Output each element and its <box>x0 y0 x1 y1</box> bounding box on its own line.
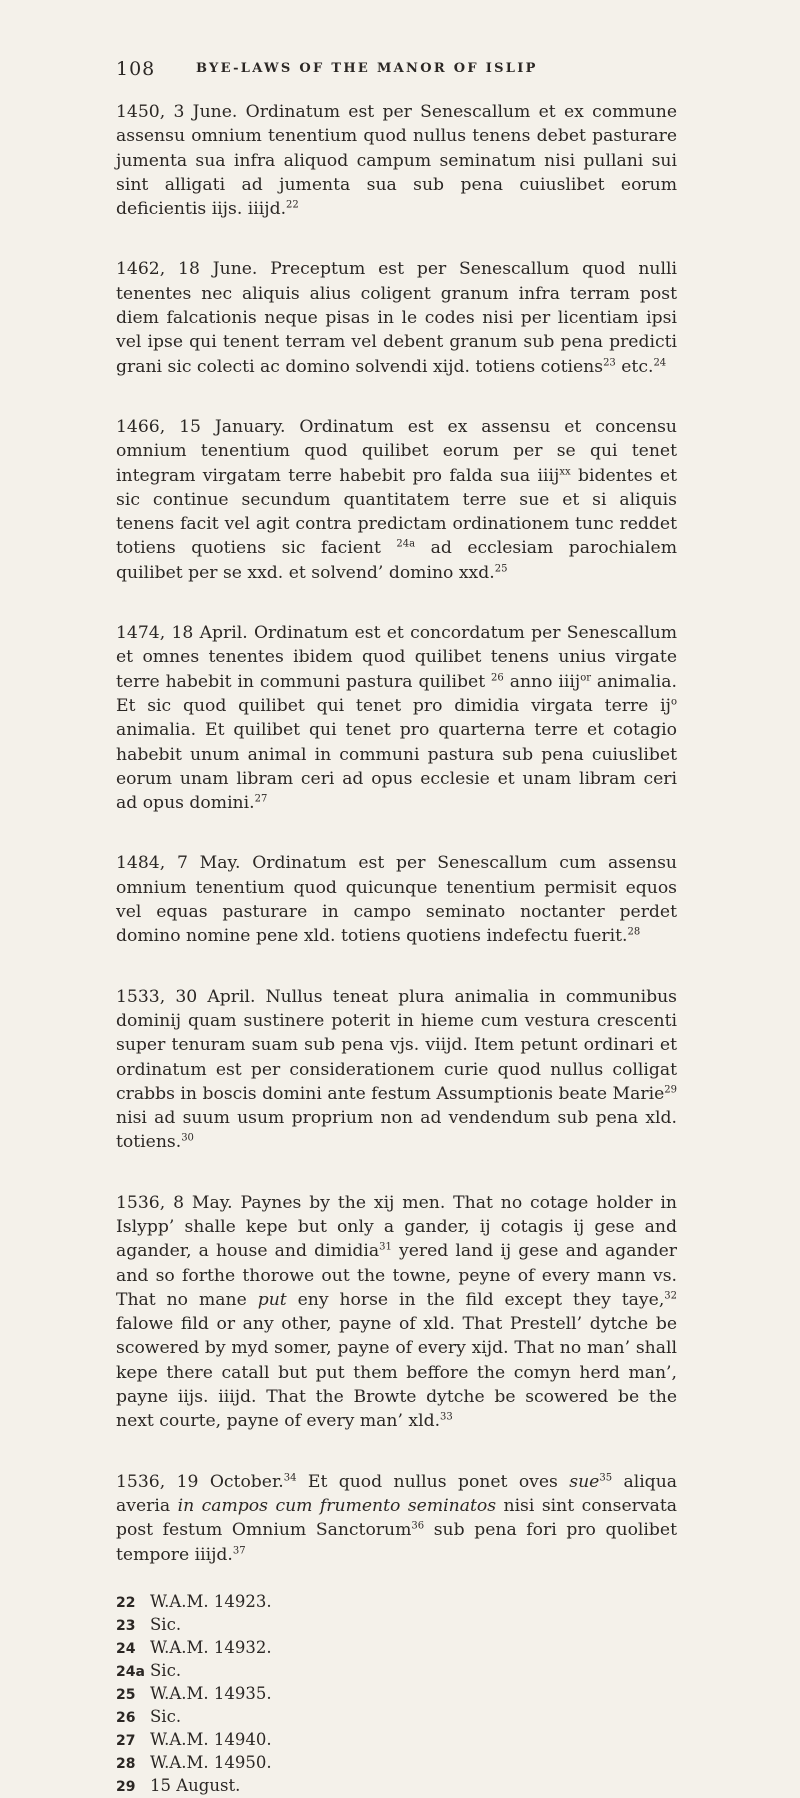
footnote: 26 Sic. <box>116 1706 182 1726</box>
footnote: 28 W.A.M. 14950. <box>116 1752 272 1772</box>
entry-1533: 1533, 30 April. Nullus teneat plura animalia in communibus dominij quam sustinere poterit in hieme cum vestura crescenti super tenuram suam sub pena vjs. viijd. Item petunt ordinari et ordinatum est per considerationem curie quod nullus colligat crabbs in boscis domini ante festum Assumptionis beate Marie$^{29}$ nisi ad suum usum proprium non ad vendendum sub pena xld. totiens.$^{30}$ <box>116 986 677 1153</box>
footnote: 27 W.A.M. 14940. <box>116 1729 272 1749</box>
footnote: 22 W.A.M. 14923. <box>116 1591 272 1611</box>
page-number: 108 <box>116 58 156 80</box>
page-header <box>116 58 676 82</box>
running-title: BYE-LAWS OF THE MANOR OF ISLIP <box>196 61 538 76</box>
footnote: 29 15 August. <box>116 1775 241 1795</box>
body-text <box>116 100 677 1798</box>
footnote: 24a Sic. <box>116 1660 182 1680</box>
entry-1462: 1462, 18 June. Preceptum est per Senescallum quod nulli tenentes nec aliquis alius coligent granum infra terram post diem falcationis neque pisas in le codes nisi per licentiam ipsi vel ipse qui tenent terram vel debent granum sub pena predicti grani sic colecti ac domino solvendi xijd. totiens cotiens$^{23}$ etc.$^{24}$ <box>116 259 677 377</box>
entry-1450: 1450, 3 June. Ordinatum est per Senescallum et ex commune assensu omnium tenentium quod nullus tenens debet pasturare jumenta sua infra aliquod campum seminatum nisi pullani sui sint alligati ad jumenta sua sub pena cuiuslibet eorum deficientis iijs. iiijd.$^{22}$ <box>116 102 677 220</box>
footnote: 24 W.A.M. 14932. <box>116 1637 272 1657</box>
footnotes <box>116 1591 677 1798</box>
footnote: 25 W.A.M. 14935. <box>116 1683 272 1703</box>
entry-1466: 1466, 15 January. Ordinatum est ex assensu et concensu omnium tenentium quod quilibet eorum per se qui tenet integram virgatam terre habebit pro falda sua iiij$^{xx}$ bidentes et sic continue secundum quantitatem terre sue et si aliquis tenens facit vel agit contra predictam ordinationem tunc reddet totiens quotiens sic facient $^{24a}$ ad ecclesiam parochialem quilibet per se xxd. et solvend’ domino xxd.$^{25}$ <box>116 416 677 583</box>
entry-1536-may: 1536, 8 May. Paynes by the xij men. That no cotage holder in Islypp’ shalle kepe but only a gander, ij cotagis ij gese and agander, a house and dimidia$^{31}$ yered land ij gese and agander and so forthe thorowe out the towne, peyne of every mann vs. That no mane put eny horse in the fild except they taye,$^{32}$ falowe fild or any other, payne of xld. That Prestell’ dytche be scowered by myd somer, payne of every xijd. That no man’ shall kepe there catall but put them beffore the comyn herd man’, payne iijs. iiijd. That the Browte dytche be scowered be the next courte, payne of every man’ xld.$^{33}$ <box>116 1192 678 1432</box>
entry-1484: 1484, 7 May. Ordinatum est per Senescallum cum assensu omnium tenentium quod quicunque tenentium permisit equos vel equas pasturare in campo seminato noctanter perdet domino nomine pene xld. totiens quotiens indefectu fuerit.$^{28}$ <box>116 853 677 947</box>
entry-1474: 1474, 18 April. Ordinatum est et concordatum per Senescallum et omnes tenentes ibidem quod quilibet tenens unius virgate terre habebit in communi pastura quilibet $^{26}$ anno iiij$^{or}$ animalia. Et sic quod quilibet qui tenet pro dimidia virgata terre $ij^o$ animalia. Et quilibet qui tenet pro quarterna terre et cotagio habebit unum animal in communi pastura sub pena cuiuslibet eorum unam libram ceri ad opus ecclesie et unam libram ceri ad opus domini.$^{27}$ <box>116 623 677 814</box>
footnote: 23 Sic. <box>116 1614 182 1634</box>
entry-1536-october: 1536, 19 October.$^{34}$ Et quod nullus ponet oves sue$^{35}$ aliqua averia in campos cum frumento seminatos nisi sint conservata post festum Omnium Sanctorum$^{36}$ sub pena fori pro quolibet tempore iiijd.$^{37}$ <box>116 1471 678 1565</box>
